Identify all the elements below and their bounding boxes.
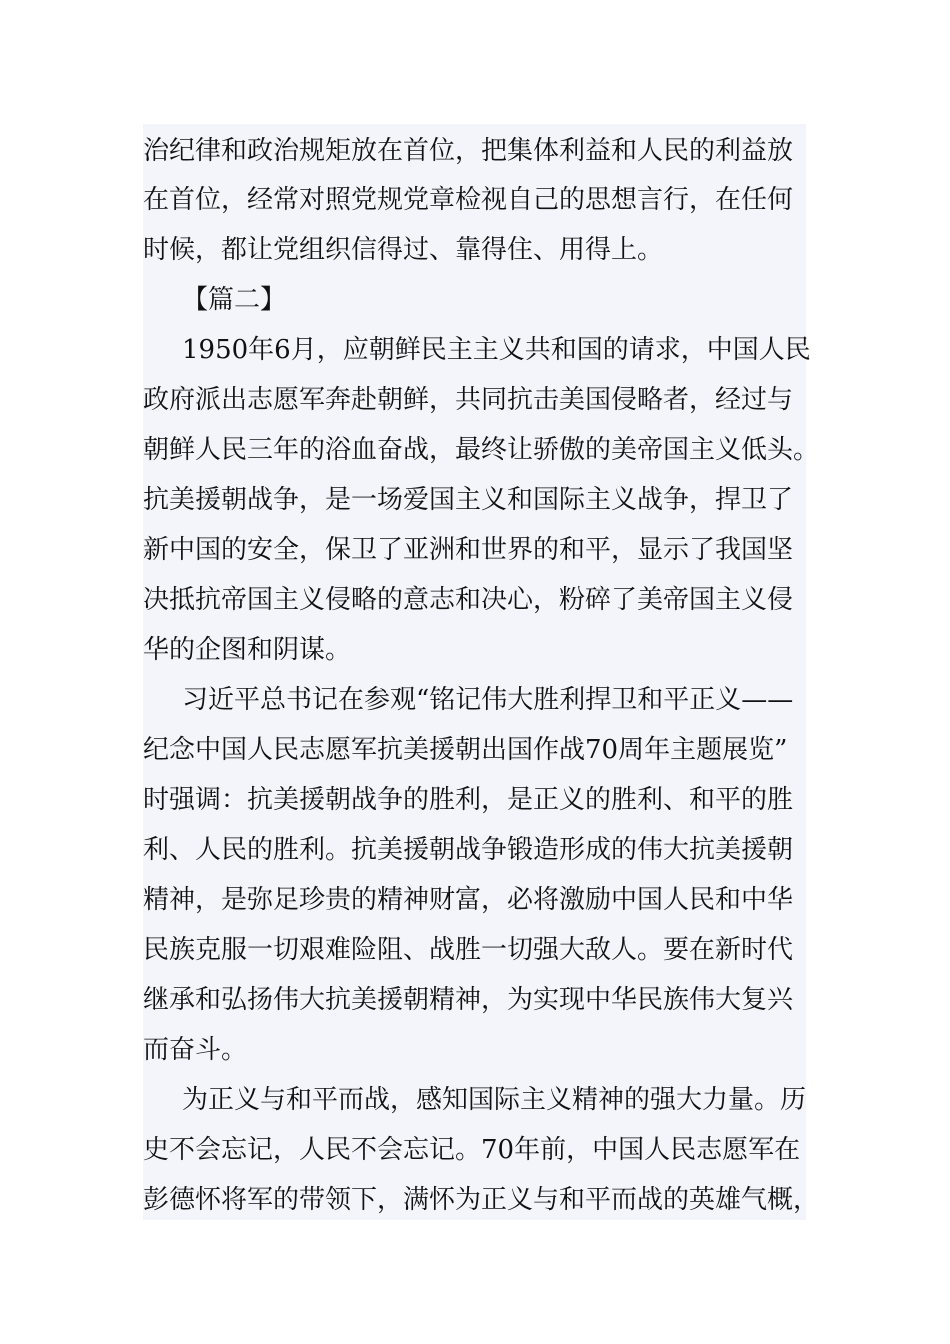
text-line: 华的企图和阴谋。 [143,635,352,665]
text-line: 为正义与和平而战，感知国际主义精神的强大力量。历 [182,1085,807,1115]
text-line: 习近平总书记在参观“铭记伟大胜利捍卫和平正义—— [182,685,794,715]
text-line: 史不会忘记，人民不会忘记。70年前，中国人民志愿军在 [143,1135,801,1165]
text-line: 利、人民的胜利。抗美援朝战争锻造形成的伟大抗美援朝 [143,835,794,865]
document-text-block [143,124,820,1220]
text-line: 朝鲜人民三年的浴血奋战，最终让骄傲的美帝国主义低头。 [143,435,820,465]
text-line: 民族克服一切艰难险阻、战胜一切强大敌人。要在新时代 [143,935,794,965]
text-line: 1950年6月，应朝鲜民主主义共和国的请求，中国人民 [182,335,811,365]
text-line: 新中国的安全，保卫了亚洲和世界的和平，显示了我国坚 [143,535,794,565]
text-line: 精神，是弥足珍贵的精神财富，必将激励中国人民和中华 [143,885,794,915]
text-line: 抗美援朝战争，是一场爱国主义和国际主义战争，捍卫了 [143,485,794,515]
section-heading: 【篇二】 [182,285,287,315]
text-line: 时候，都让党组织信得过、靠得住、用得上。 [143,235,664,265]
text-line: 在首位，经常对照党规党章检视自己的思想言行，在任何 [143,185,794,215]
text-line: 继承和弘扬伟大抗美援朝精神，为实现中华民族伟大复兴 [143,985,794,1015]
text-line: 决抵抗帝国主义侵略的意志和决心，粉碎了美帝国主义侵 [143,585,794,615]
text-line: 时强调：抗美援朝战争的胜利，是正义的胜利、和平的胜 [143,785,794,815]
text-line: 彭德怀将军的带领下，满怀为正义与和平而战的英雄气概， [143,1185,820,1215]
text-line: 纪念中国人民志愿军抗美援朝出国作战70周年主题展览” [143,735,788,765]
text-line: 治纪律和政治规矩放在首位，把集体利益和人民的利益放 [143,136,794,166]
text-line: 而奋斗。 [143,1035,248,1065]
text-line: 政府派出志愿军奔赴朝鲜，共同抗击美国侵略者，经过与 [143,385,794,415]
